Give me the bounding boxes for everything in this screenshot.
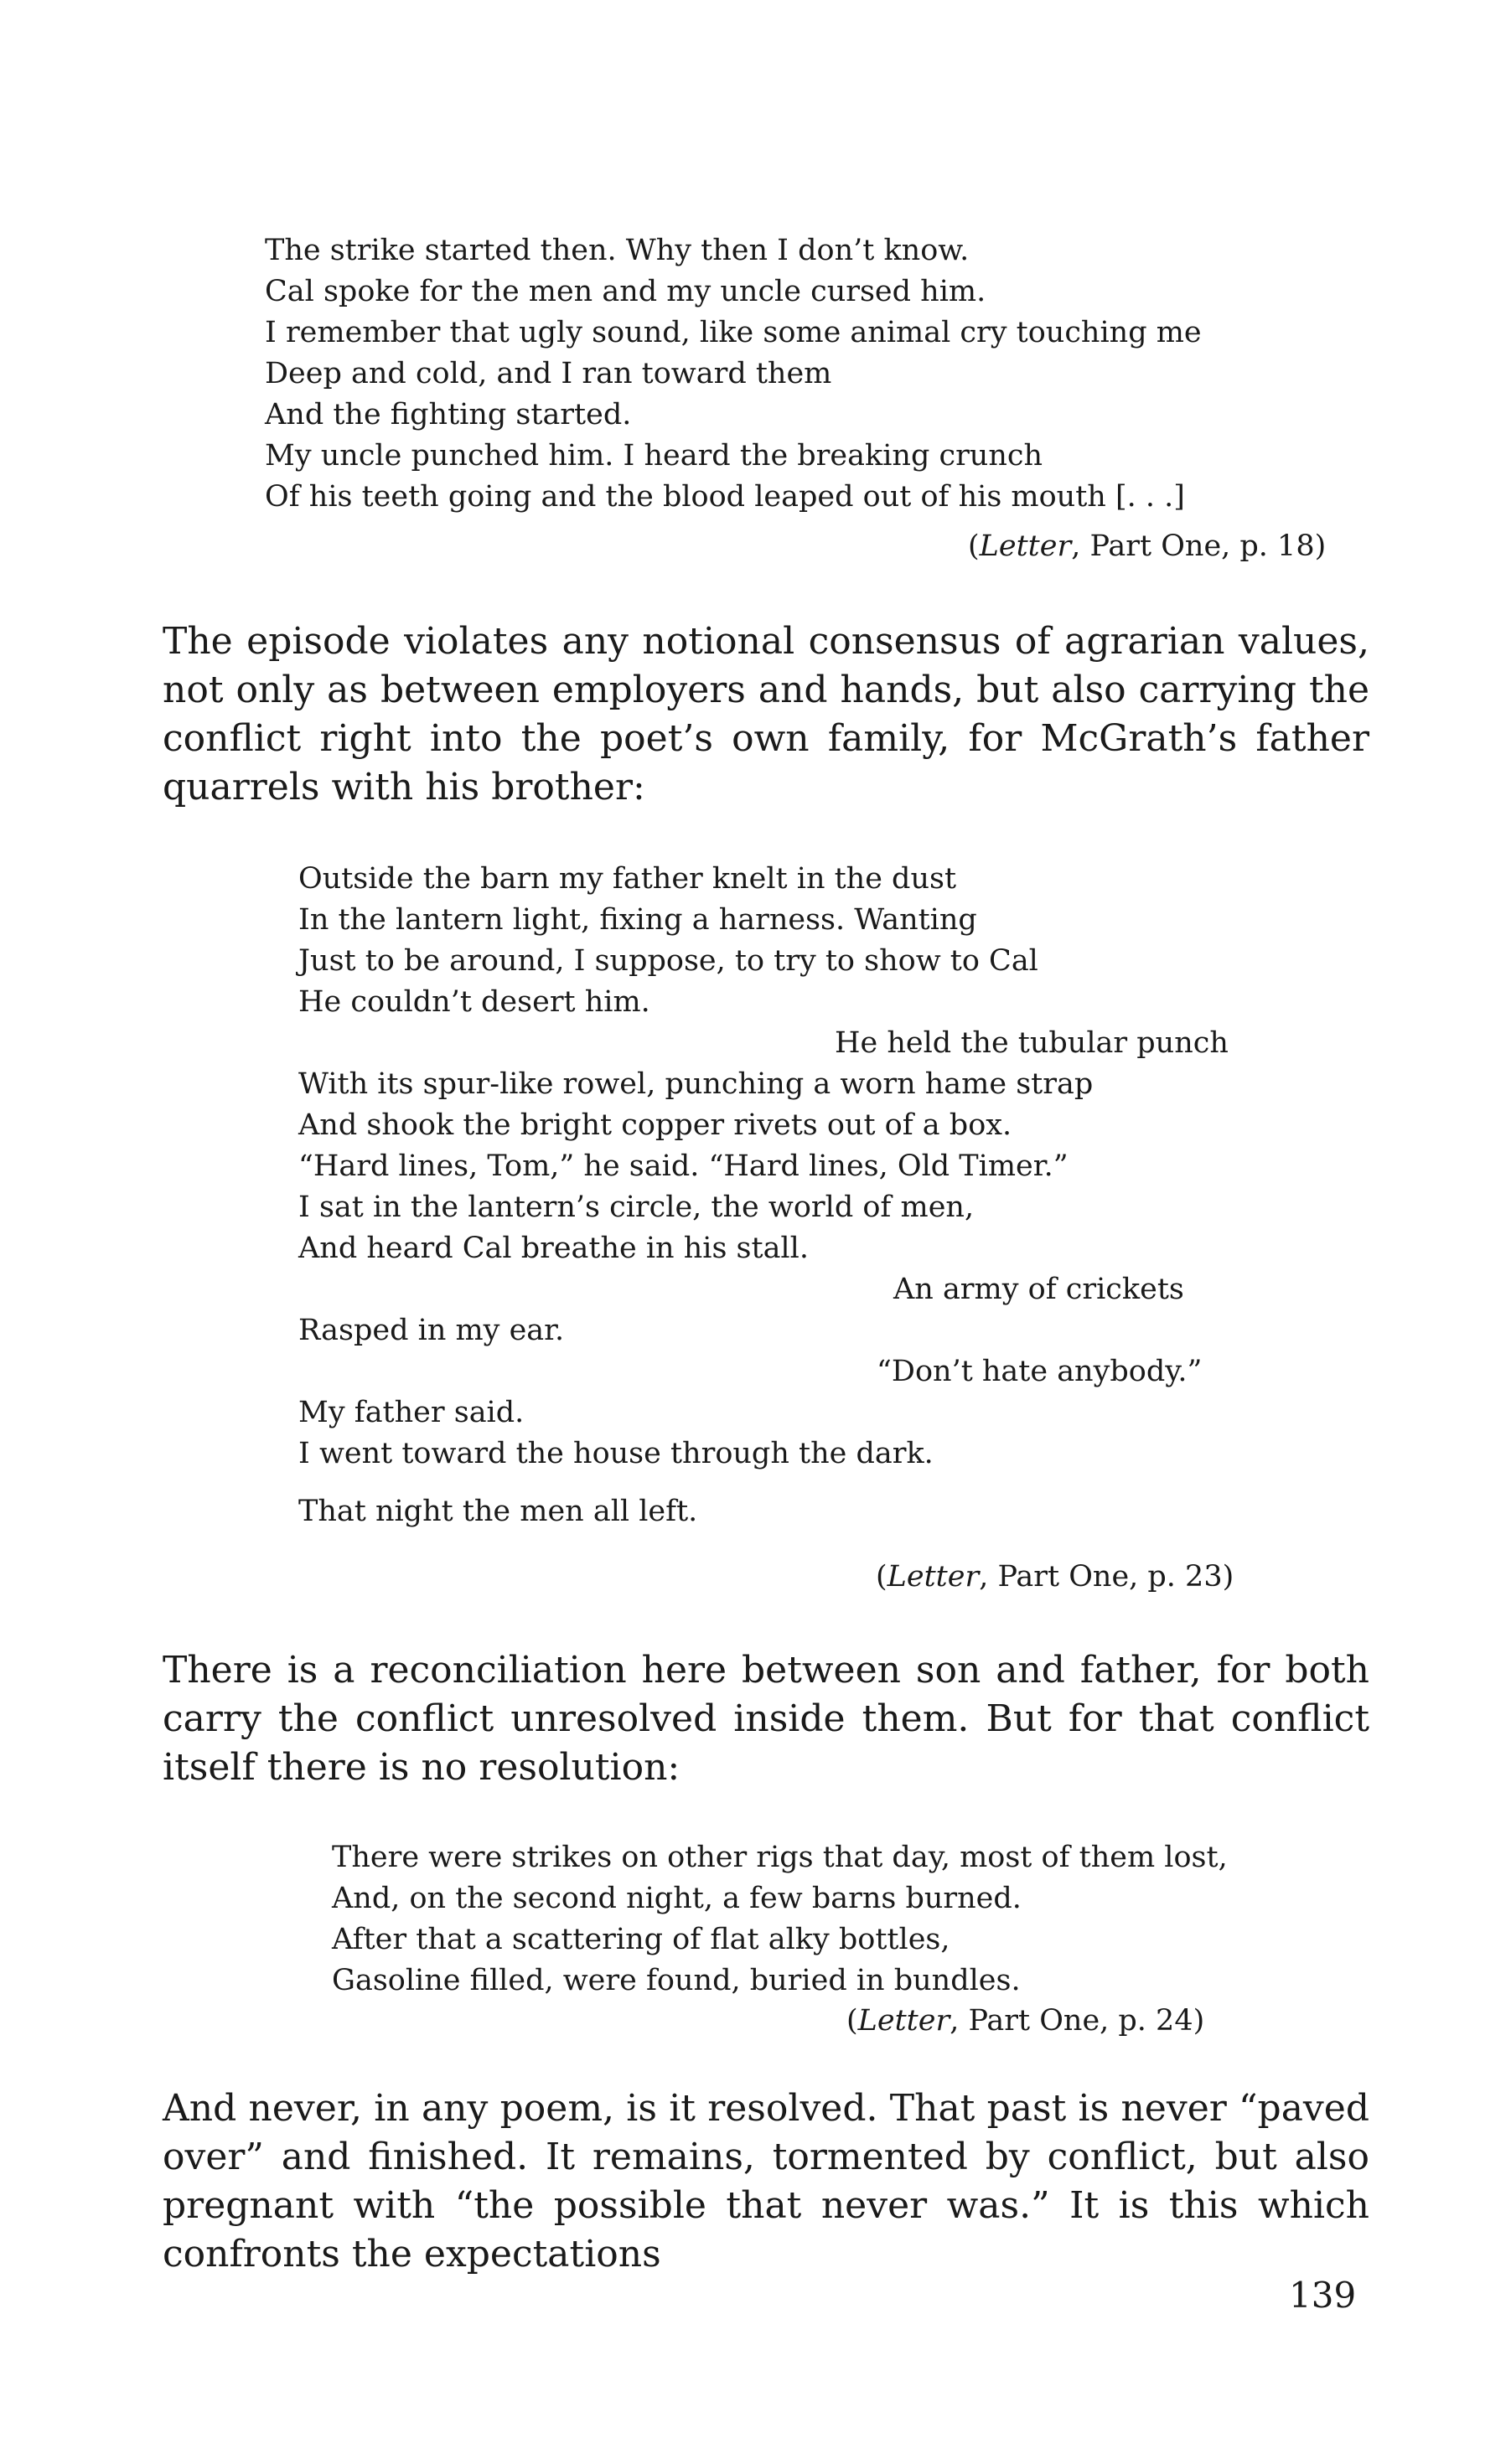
poem-line: And, on the second night, a few barns burned. — [332, 1882, 1022, 1915]
poem-line: I remember that ugly sound, like some animal cry touching me — [265, 316, 1202, 349]
body-paragraph-2: There is a reconciliation here between son and father, for both carry the conflict unresolved inside them. But for that conflict itself there is no resolution: — [163, 1649, 1369, 1789]
poem-line: Outside the barn my father knelt in the dust — [298, 862, 957, 896]
poem-line: Rasped in my ear. — [298, 1314, 565, 1347]
poem-line: Cal spoke for the men and my uncle cursed him. — [265, 275, 986, 308]
citation-1 — [968, 529, 1326, 563]
poem-line: My uncle punched him. I heard the breaking crunch — [265, 439, 1043, 473]
citation-open: ( — [876, 1560, 887, 1594]
poem-line: Gasoline filled, were found, buried in bundles. — [332, 1964, 1021, 1997]
body-paragraph-3: And never, in any poem, is it resolved. That past is never “paved over” and finished. It remains, tormented by conflict, but also pregnant with “the possible that never was.” It is this which confronts the expectations — [163, 2087, 1369, 2275]
poem-line: And shook the bright copper rivets out of a box. — [298, 1108, 1012, 1142]
poem-line: My father said. — [298, 1396, 525, 1429]
poem-line: Just to be around, I suppose, to try to show to Cal — [298, 944, 1038, 978]
poem-line: I went toward the house through the dark. — [298, 1437, 934, 1470]
poem-line: “Don’t hate anybody.” — [877, 1355, 1203, 1388]
poem-line: In the lantern light, fixing a harness. Wanting — [298, 903, 977, 937]
poem-line: With its spur-like rowel, punching a worn hame strap — [298, 1067, 1094, 1101]
citation-2 — [876, 1560, 1234, 1594]
poem-line: Of his teeth going and the blood leaped out of his mouth [. . .] — [265, 480, 1185, 514]
poem-line: “Hard lines, Tom,” he said. “Hard lines, Old Timer.” — [298, 1149, 1069, 1183]
poem-line: The strike started then. Why then I don’t know. — [265, 234, 970, 267]
citation-open: ( — [846, 2004, 858, 2038]
poem-line: That night the men all left. — [298, 1495, 698, 1528]
poem-line: And the fighting started. — [265, 398, 632, 431]
citation-title: Letter — [979, 529, 1072, 563]
poem-line: There were strikes on other rigs that day, most of them lost, — [332, 1841, 1228, 1874]
citation-rest: , Part One, p. 18) — [1071, 529, 1327, 563]
body-paragraph-1: The episode violates any notional consensus of agrarian values, not only as between employers and hands, but also carrying the conflict right into the poet’s own family, for McGrath’s father quarrels with his brother: — [163, 620, 1369, 808]
poem-line: An army of crickets — [893, 1273, 1184, 1306]
citation-title: Letter — [857, 2004, 950, 2038]
poem-excerpt-2 — [298, 859, 1229, 1532]
citation-rest: , Part One, p. 24) — [950, 2004, 1205, 2038]
citation-title: Letter — [887, 1560, 980, 1594]
citation-rest: , Part One, p. 23) — [979, 1560, 1234, 1594]
poem-excerpt-3 — [332, 1837, 1228, 2002]
poem-line: Deep and cold, and I ran toward them — [265, 357, 832, 390]
poem-line: I sat in the lantern’s circle, the world of men, — [298, 1191, 975, 1224]
poem-line: And heard Cal breathe in his stall. — [298, 1232, 809, 1265]
citation-open: ( — [968, 529, 980, 563]
poem-line: After that a scattering of flat alky bottles, — [332, 1923, 950, 1956]
citation-3 — [846, 2004, 1204, 2038]
poem-line: He couldn’t desert him. — [298, 985, 650, 1019]
poem-line: He held the tubular punch — [835, 1026, 1229, 1060]
page-number: 139 — [1289, 2275, 1357, 2316]
poem-excerpt-1 — [265, 230, 1202, 518]
